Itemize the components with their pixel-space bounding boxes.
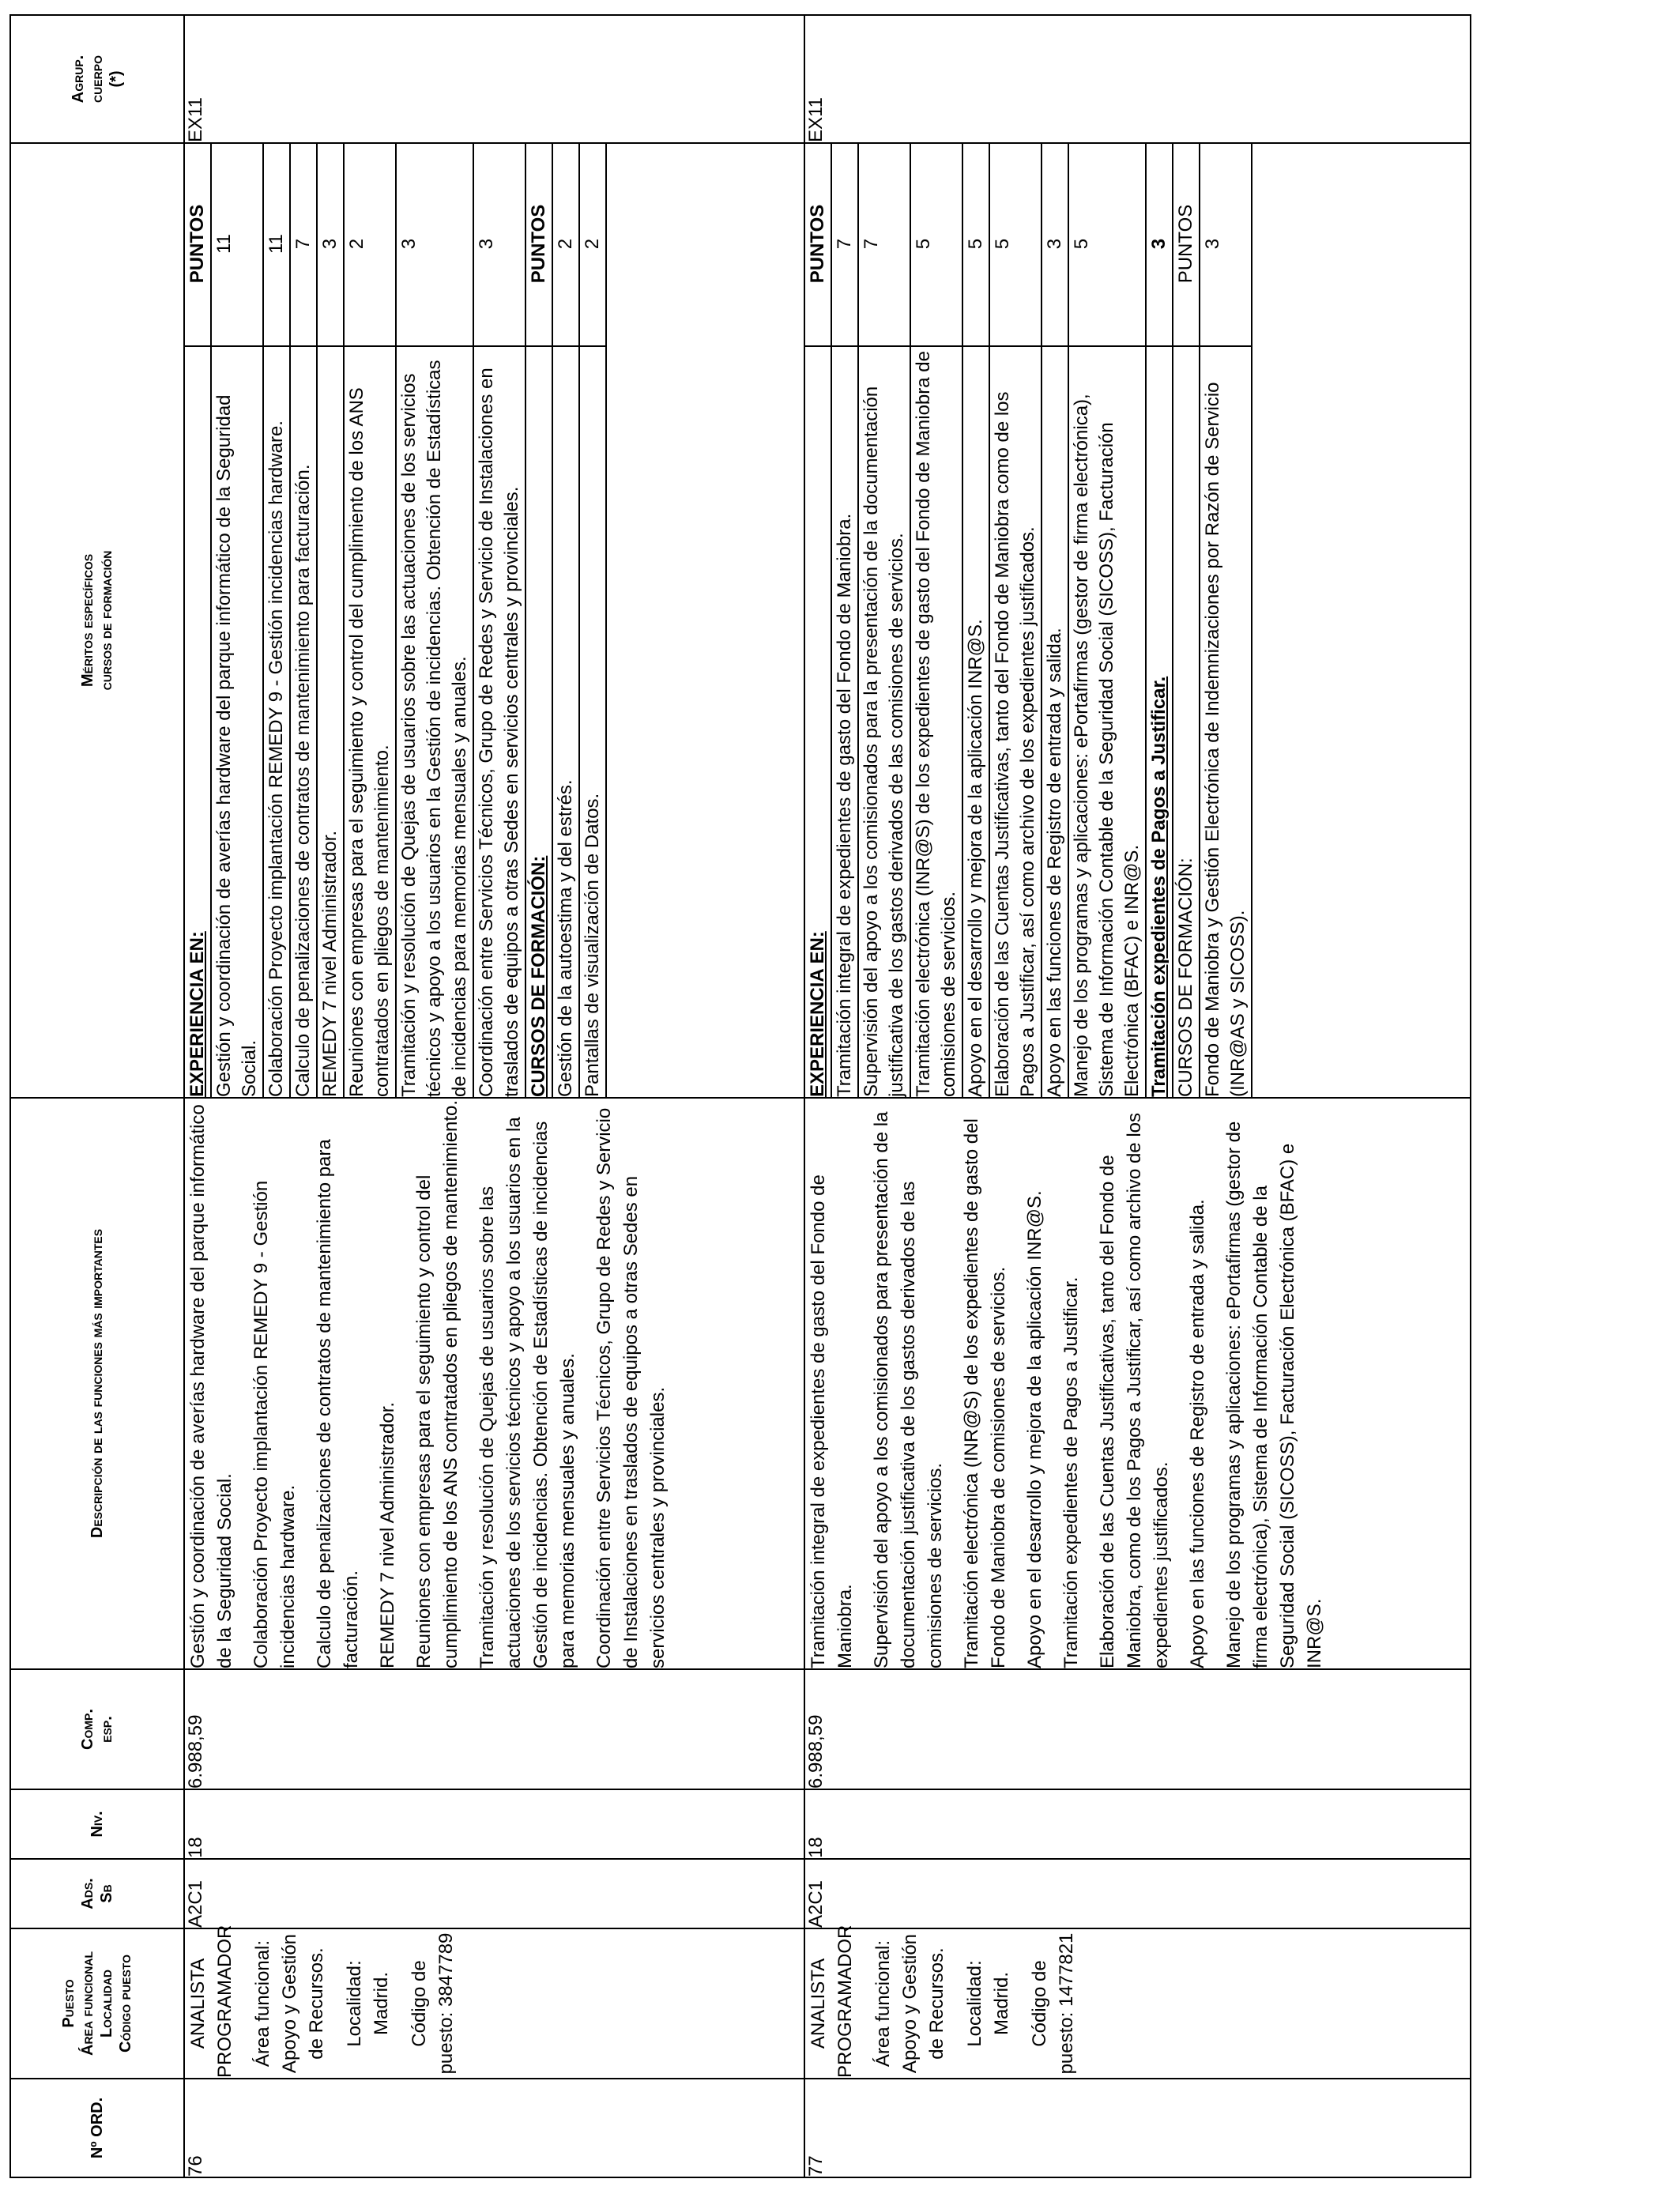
row-meritos (184, 143, 804, 1098)
header-niv: Niv. (10, 1789, 184, 1859)
meritos-item: Gestión y coordinación de averías hardware del parque informático de la Seguridad Social. 11 (211, 142, 263, 1097)
meritos-item: Tramitación expedientes de Pagos a Justificar. 3 (1146, 142, 1173, 1097)
meritos-item: Elaboración de las Cuentas Justificativas, tanto del Fondo de Maniobra como de los Pagos a Justificar, así como archivo de los expedientes justificados. 5 (989, 142, 1042, 1097)
meritos-item: Tramitación integral de expedientes de gasto del Fondo de Maniobra. 7 (831, 142, 858, 1097)
row-agrup: EX11 (804, 15, 1471, 143)
row-meritos (804, 143, 1471, 1098)
meritos-table (805, 142, 1252, 1097)
header-agrup: Agrup. cuerpo (*) (10, 15, 184, 143)
row-puesto: ANALISTA PROGRAMADOR Área funcional: Apoyo y Gestión de Recursos. Localidad: Madrid. Código de puesto: 3847789 (184, 1928, 804, 2079)
header-nord: Nº ORD. (10, 2079, 184, 2177)
header-desc: Descripción de las funciones más importantes (10, 1098, 184, 1669)
meritos-item: Colaboración Proyecto implantación REMEDY 9 - Gestión incidencias hardware. 11 (263, 142, 290, 1097)
meritos-item: Fondo de Maniobra y Gestión Electrónica de Indemnizaciones por Razón de Servicio (INR@AS y SICOSS). 3 (1200, 142, 1252, 1097)
job-positions-table (9, 14, 1471, 2178)
header-comp: Comp. esp. (10, 1669, 184, 1789)
meritos-item: Calculo de penalizaciones de contratos de mantenimiento para facturación. 7 (290, 142, 317, 1097)
meritos-item: Tramitación electrónica (INR@S) de los expedientes de gasto del Fondo de Maniobra de comisiones de servicios. 5 (910, 142, 962, 1097)
header-ads: Ads. Sb (10, 1859, 184, 1928)
row-comp: 6.988,59 (804, 1669, 1471, 1789)
row-niv: 18 (804, 1789, 1471, 1859)
table-row (804, 15, 1471, 2177)
meritos-item: Supervisión del apoyo a los comisionados para la presentación de la documentación justificativa de los gastos derivados de las comisiones de servicios. 7 (858, 142, 910, 1097)
row-ads: A2C1 (804, 1859, 1471, 1928)
row-desc: Gestión y coordinación de averías hardware del parque informático de la Seguridad Social. Colaboración Proyecto implantación REMEDY 9 - Gestión incidencias hardware. Calculo de penalizaciones de contratos de mantenimiento para facturación. REMEDY 7 nivel Administrador. Reuniones con empresas para el seguimiento y control del cumplimiento de los ANS contratados en pliegos de mantenimiento. Tramitación y resolución de Quejas de usuarios sobre las actuaciones de los servicios técnicos y apoyo a los usuarios en la Gestión de incidencias. Obtención de Estadísticas de incidencias para memorias mensuales y anuales. Coordinación entre Servicios Técnicos, Grupo de Redes y Servicio de Instalaciones en traslados de equipos a otras Sedes en servicios centrales y provinciales. (184, 1098, 804, 1669)
meritos-item: Tramitación y resolución de Quejas de usuarios sobre las actuaciones de los servicios técnicos y apoyo a los usuarios en la Gestión de incidencias. Obtención de Estadísticas de incidencias para memorias mensuales y anuales. 3 (396, 142, 473, 1097)
meritos-item: Pantallas de visualización de Datos. 2 (579, 142, 606, 1097)
header-row (10, 15, 184, 2177)
meritos-item: Manejo de los programas y aplicaciones: ePortafirmas (gestor de firma electrónica), Sistema de Información Contable de la Seguridad Social (SICOSS), Facturación Electrónica (BFAC) e INR@S. 5 (1068, 142, 1146, 1097)
row-niv: 18 (184, 1789, 804, 1859)
meritos-item: Apoyo en el desarrollo y mejora de la aplicación INR@S. 5 (962, 142, 989, 1097)
meritos-item: CURSOS DE FORMACIÓN: PUNTOS (1173, 142, 1200, 1097)
row-agrup: EX11 (184, 15, 804, 143)
row-nord: 76 (184, 2079, 804, 2177)
meritos-item: Gestión de la autoestima y del estrés. 2 (552, 142, 579, 1097)
header-meritos: Méritos específicos cursos de formación (10, 143, 184, 1098)
meritos-item: REMEDY 7 nivel Administrador. 3 (317, 142, 344, 1097)
row-puesto: ANALISTA PROGRAMADOR Área funcional: Apoyo y Gestión de Recursos. Localidad: Madrid. Código de puesto: 1477821 (804, 1928, 1471, 2079)
header-puesto: Puesto Área funcional Localidad Código puesto (10, 1928, 184, 2079)
row-nord: 77 (804, 2079, 1471, 2177)
row-comp: 6.988,59 (184, 1669, 804, 1789)
meritos-item: Reuniones con empresas para el seguimiento y control del cumplimiento de los ANS contratados en pliegos de mantenimiento. 2 (344, 142, 396, 1097)
meritos-item: Coordinación entre Servicios Técnicos, Grupo de Redes y Servicio de Instalaciones en traslados de equipos a otras Sedes en servicios centrales y provinciales. 3 (473, 142, 525, 1097)
meritos-item: Apoyo en las funciones de Registro de entrada y salida. 3 (1042, 142, 1068, 1097)
meritos-table (185, 142, 607, 1097)
meritos-item: EXPERIENCIA EN: PUNTOS (805, 142, 831, 1097)
table-row (184, 15, 804, 2177)
meritos-item: CURSOS DE FORMACIÓN: PUNTOS (525, 142, 552, 1097)
row-desc: Tramitación integral de expedientes de gasto del Fondo de Maniobra. Supervisión del apoyo a los comisionados para presentación de la documentación justificativa de los gastos derivados de las comisiones de servicios. Tramitación electrónica (INR@S) de los expedientes de gasto del Fondo de Maniobra de comisiones de servicios. Apoyo en el desarrollo y mejora de la aplicación INR@S. Tramitación expedientes de Pagos a Justificar. Elaboración de las Cuentas Justificativas, tanto del Fondo de Maniobra, como de los Pagos a Justificar, así como archivo de los expedientes justificados. Apoyo en las funciones de Registro de entrada y salida. Manejo de los programas y aplicaciones: ePortafirmas (gestor de firma electrónica), Sistema de Información Contable de la Seguridad Social (SICOSS), Facturación Electrónica (BFAC) e INR@S. (804, 1098, 1471, 1669)
row-ads: A2C1 (184, 1859, 804, 1928)
meritos-item: EXPERIENCIA EN: PUNTOS (185, 142, 211, 1097)
